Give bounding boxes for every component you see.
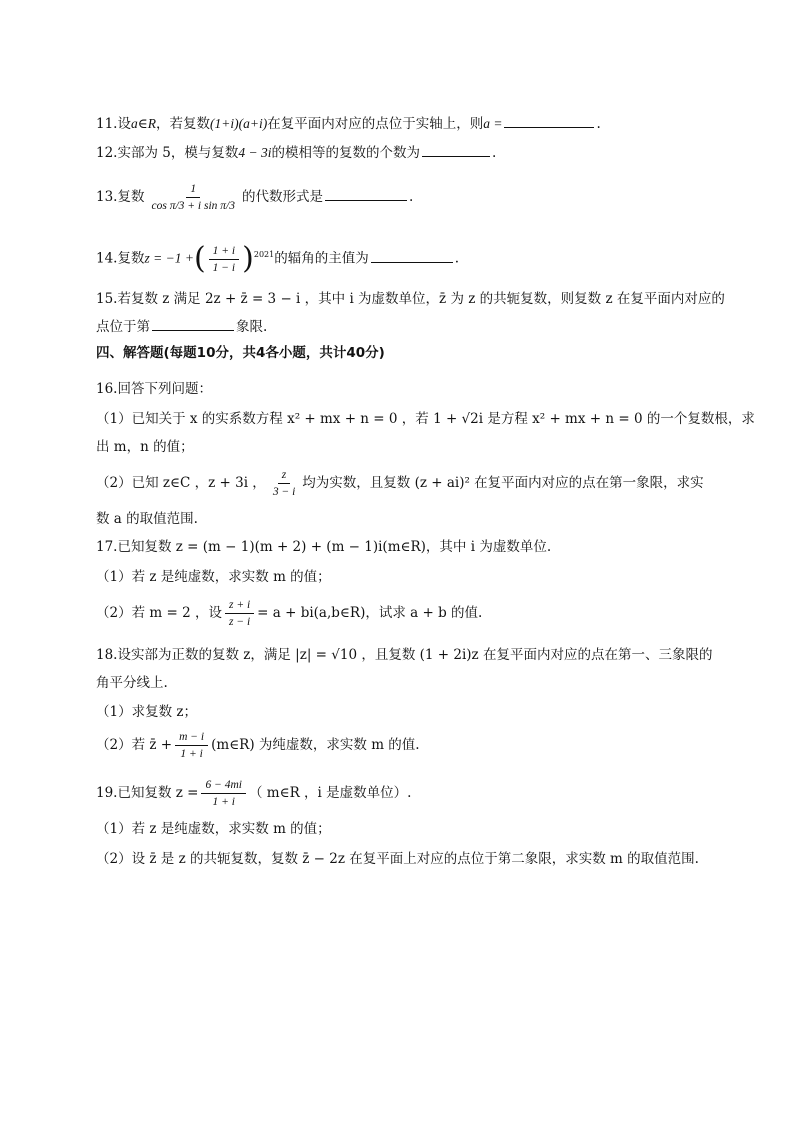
question-16-part-2b: 数 a 的取值范围. [96,511,198,527]
question-17-title: 17.已知复数 z = (m − 1)(m + 2) + (m − 1)i(m∈R)，其中 i 为虚数单位. [96,539,552,555]
question-19-title: 19.已知复数 z = $\frac{6 - 4mi}{1 + i}$ （ m∈R ，i 是虚数单位）. [96,779,412,808]
question-17-part-2: （2）若 m = 2 ，设 $\frac{z + i}{z - i}$ = a + bi(a,b∈R)，试求 a + b 的值. [96,599,483,628]
fraction: $\frac{z + i}{z - i}$ [225,598,254,629]
question-15-line-1: 15.若复数 z 满足 2z + z̄ = 3 − i ，其中 i 为虚数单位，z̄ 为 z 的共轭复数，则复数 z 在复平面内对应的 [96,291,725,307]
question-13: 13.复数 $\frac{1}{\text{cos π/3 + i sin π/3}}$ 的代数形式是 . [96,183,414,212]
answer-blank [325,186,407,201]
question-15-line-2: 点位于第 象限. [96,316,698,337]
section-heading: 四、解答题(每题10分，共4各小题，共计40分) [96,345,385,361]
question-18-part-1: （1）求复数 z； [96,704,197,720]
question-16-part-1b: 出 m，n 的值； [96,439,194,455]
answer-blank [504,113,594,128]
answer-blank [371,248,453,263]
question-18-line-2: 角平分线上. [96,675,168,691]
question-16-title: 16.回答下列问题： [96,381,212,397]
question-18-line-1: 18.设实部为正数的复数 z，满足 |z| = √10 ，且复数 (1 + 2i)z 在复平面内对应的点在第一、三象限的 [96,647,713,663]
fraction: $\frac{z}{3 - i}$ [272,469,296,498]
fraction: $\frac{m - i}{1 + i}$ [175,730,208,761]
fraction: $\frac{1}{\text{cos π/3 + i sin π/3}}$ [151,183,235,212]
answer-blank [152,316,234,331]
question-12: 12.实部为 5，模与复数4 − 3i的模相等的复数的个数为 . [96,142,698,163]
answer-blank [422,142,490,157]
question-17-part-1: （1）若 z 是纯虚数，求实数 m 的值； [96,569,331,585]
question-18-part-2: （2）若 z̄ + $\frac{m - i}{1 + i}$ (m∈R) 为纯虚数，求实数 m 的值. [96,731,420,760]
question-11: 11.设a∈R，若复数(1+i)(a+i)在复平面内对应的点位于实轴上，则a = . [96,113,698,134]
fraction: $\frac{6 - 4mi}{1 + i}$ [201,778,246,809]
question-16-part-1a: （1）已知关于 x 的实系数方程 x² + mx + n = 0 ，若 1 + √2i 是方程 x² + mx + n = 0 的一个复数根，求 [96,411,755,427]
question-16-part-2a: （2）已知 z∈C ，z + 3i ， $\frac{z}{3 - i}$ 均为实数，且复数 (z + ai)² 在复平面内对应的点在第一象限，求实 [96,469,704,498]
question-19-part-1: （1）若 z 是纯虚数，求实数 m 的值； [96,821,331,837]
question-19-part-2: （2）设 z̄ 是 z 的共轭复数，复数 z̄ − 2z 在复平面上对应的点位于第二象限，求实数 m 的取值范围. [96,851,699,867]
question-14: 14.复数z = −1 +( $\frac{1 + i}{1 - i}$ )$^{2021}$的辐角的主值为 . [96,241,460,276]
fraction: $\frac{1 + i}{1 - i}$ [209,244,239,275]
